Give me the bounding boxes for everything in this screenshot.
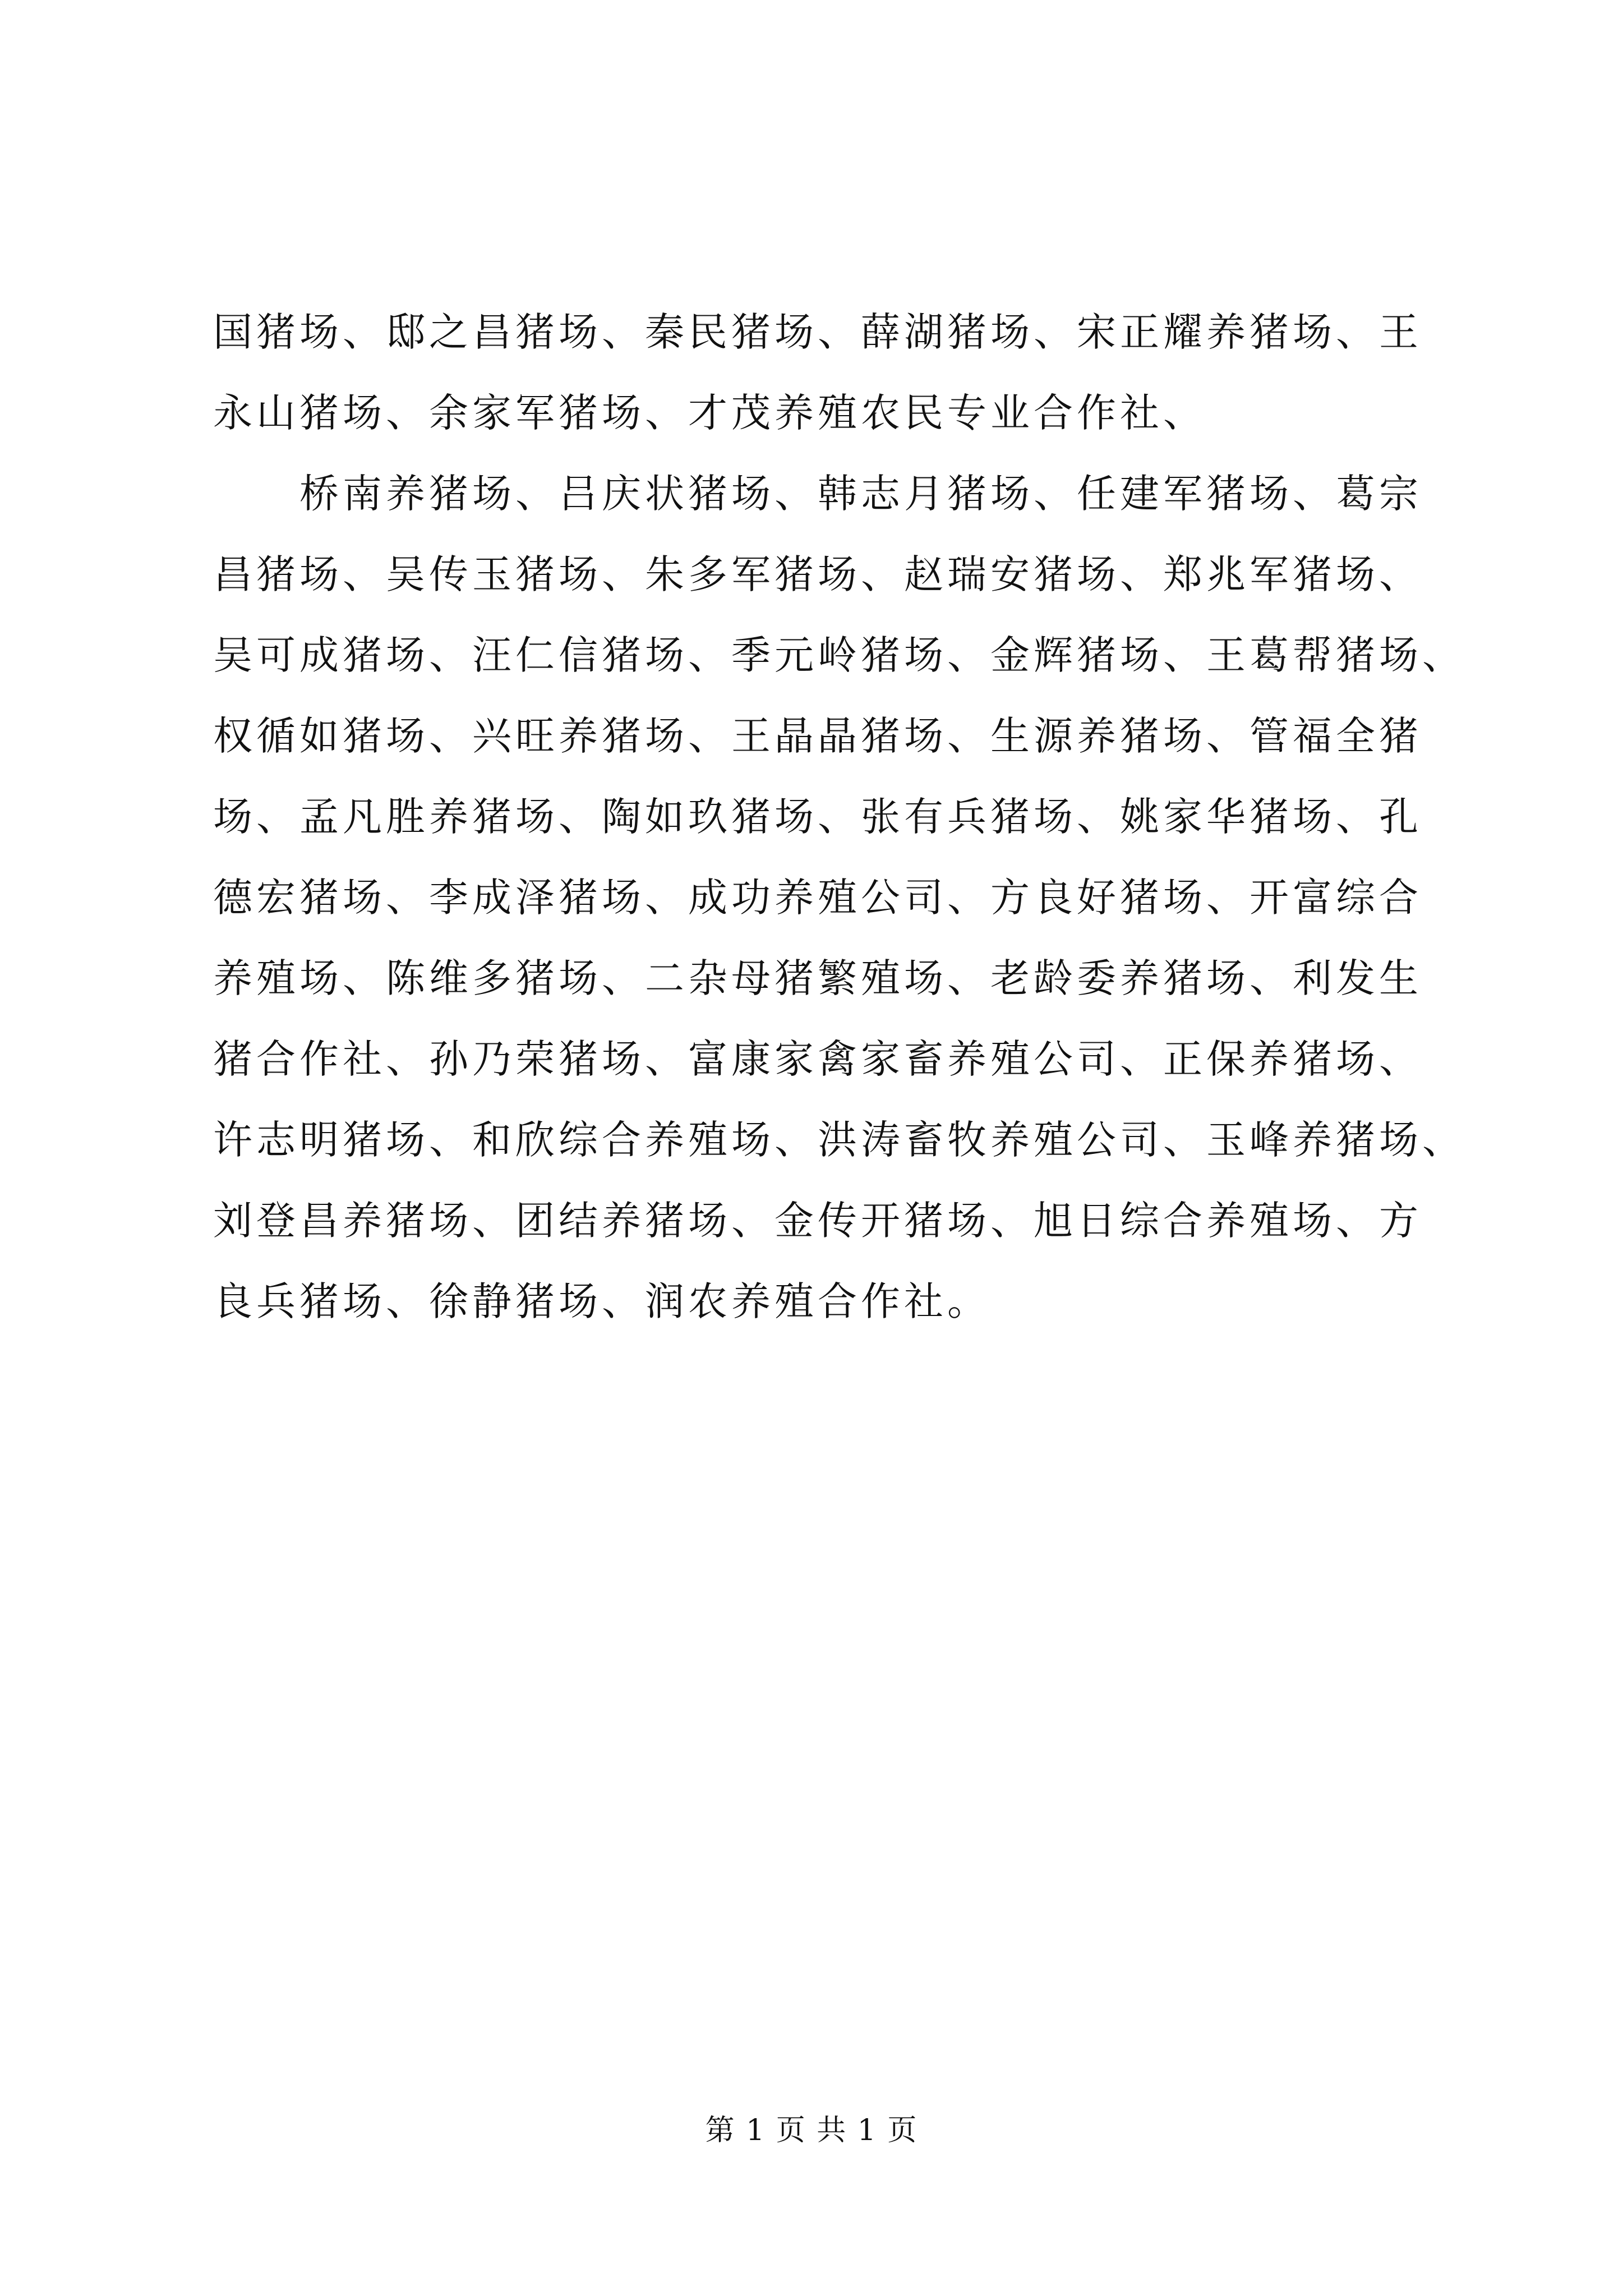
text-line: 国猪场、邸之昌猪场、秦民猪场、薛湖猪场、宋正耀养猪场、王 bbox=[213, 309, 1422, 355]
page-number-footer: 第 1 页 共 1 页 bbox=[705, 2114, 918, 2147]
text-line: 许志明猪场、和欣综合养殖场、洪涛畜牧养殖公司、玉峰养猪场、 bbox=[213, 1117, 1465, 1163]
text-line: 昌猪场、吴传玉猪场、朱多军猪场、赵瑞安猪场、郑兆军猪场、 bbox=[213, 551, 1422, 597]
text-line: 养殖场、陈维多猪场、二杂母猪繁殖场、老龄委养猪场、利发生 bbox=[213, 955, 1422, 1001]
text-line: 桥南养猪场、吕庆状猪场、韩志月猪场、任建军猪场、葛宗 bbox=[213, 471, 1422, 517]
text-line: 良兵猪场、徐静猪场、润农养殖合作社。 bbox=[213, 1278, 990, 1324]
text-line: 吴可成猪场、汪仁信猪场、季元岭猪场、金辉猪场、王葛帮猪场、 bbox=[213, 632, 1465, 678]
text-line: 场、孟凡胜养猪场、陶如玖猪场、张有兵猪场、姚家华猪场、孔 bbox=[213, 794, 1422, 840]
text-line: 永山猪场、余家军猪场、才茂养殖农民专业合作社、 bbox=[213, 390, 1206, 436]
text-line: 权循如猪场、兴旺养猪场、王晶晶猪场、生源养猪场、管福全猪 bbox=[213, 713, 1422, 759]
text-line: 德宏猪场、李成泽猪场、成功养殖公司、方良好猪场、开富综合 bbox=[213, 875, 1422, 921]
body-text bbox=[213, 292, 1465, 1342]
text-line: 猪合作社、孙乃荣猪场、富康家禽家畜养殖公司、正保养猪场、 bbox=[213, 1036, 1422, 1082]
text-line: 刘登昌养猪场、团结养猪场、金传开猪场、旭日综合养殖场、方 bbox=[213, 1198, 1422, 1244]
